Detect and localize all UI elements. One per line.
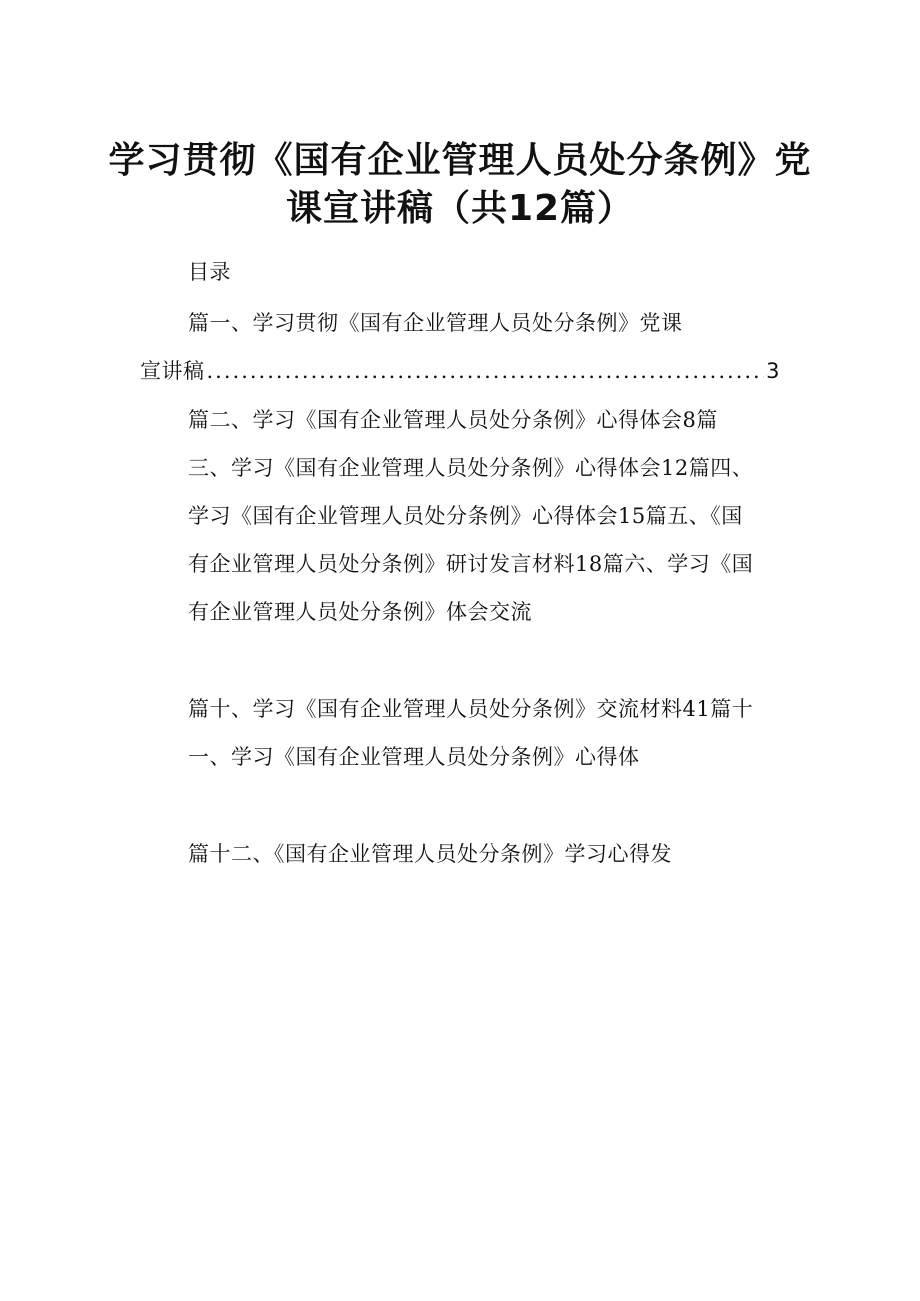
toc-entry-6-end[interactable]: 有企业管理人员处分条例》体会交流 <box>188 600 532 624</box>
toc-entry-1-label: 宣讲稿 <box>140 359 205 383</box>
toc-entries-3-4[interactable]: 三、学习《国有企业管理人员处分条例》心得体会12篇四、 <box>188 456 754 480</box>
document-title-line-1: 学习贯彻《国有企业管理人员处分条例》党 <box>108 140 812 181</box>
toc-entry-1-line-1[interactable]: 篇一、学习贯彻《国有企业管理人员处分条例》党课 <box>188 311 683 335</box>
toc-entries-5-6[interactable]: 有企业管理人员处分条例》研讨发言材料18篇六、学习《国 <box>188 552 754 576</box>
toc-entry-1-page-number: 3 <box>766 359 780 383</box>
toc-entry-1-line-2[interactable] <box>140 357 780 385</box>
toc-entries-4-5[interactable]: 学习《国有企业管理人员处分条例》心得体会15篇五、《国 <box>188 504 743 528</box>
toc-entry-11-end[interactable]: 一、学习《国有企业管理人员处分条例》心得体 <box>188 745 640 769</box>
document-title-line-2: 课宣讲稿（共12篇） <box>285 188 635 229</box>
toc-entries-10-11[interactable]: 篇十、学习《国有企业管理人员处分条例》交流材料41篇十 <box>188 697 754 721</box>
toc-entry-2[interactable]: 篇二、学习《国有企业管理人员处分条例》心得体会8篇 <box>188 408 718 432</box>
toc-entry-12[interactable]: 篇十二、《国有企业管理人员处分条例》学习心得发 <box>188 842 672 866</box>
toc-dot-leader <box>207 357 765 385</box>
toc-heading: 目录 <box>188 260 231 284</box>
